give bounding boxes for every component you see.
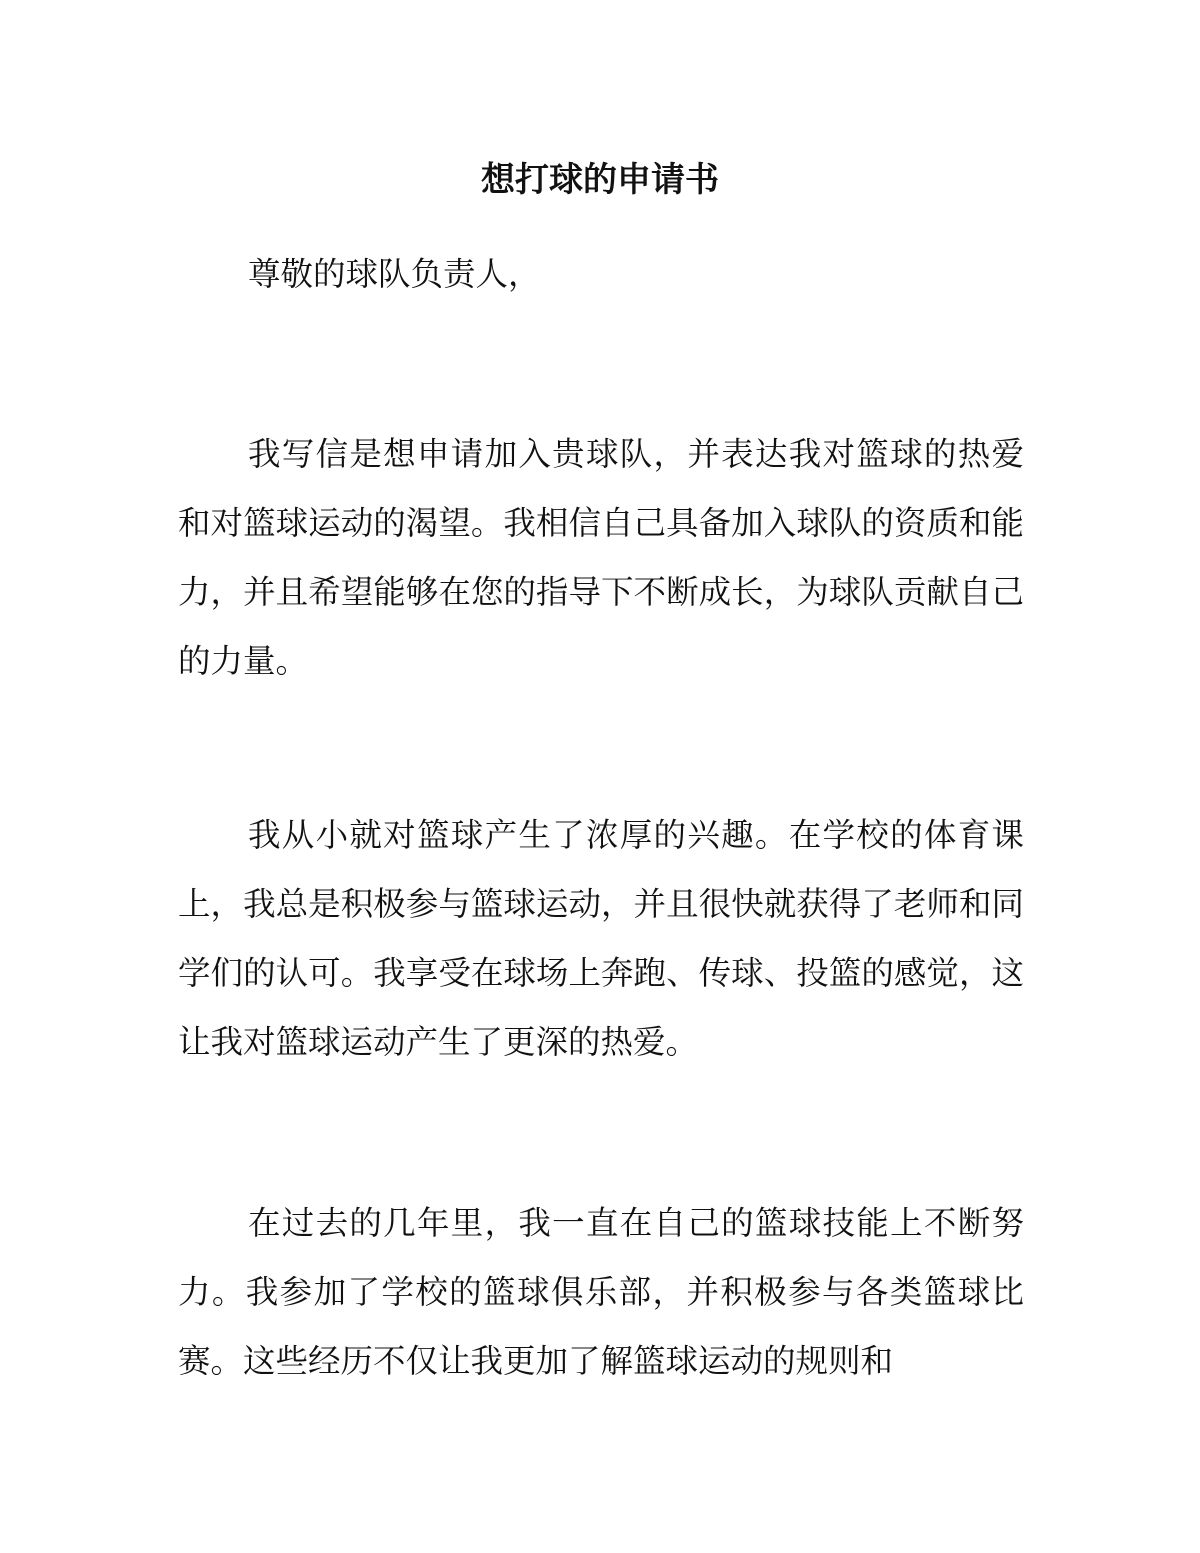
paragraph: 我从小就对篮球产生了浓厚的兴趣。在学校的体育课上，我总是积极参与篮球运动，并且很快就获得了老师和同学们的认可。我享受在球场上奔跑、传球、投篮的感觉，这让我对篮球运动产生了更深的热爱。 bbox=[178, 816, 1024, 1061]
document-title: 想打球的申请书 bbox=[481, 160, 719, 200]
greeting: 尊敬的球队负责人， bbox=[248, 255, 541, 293]
paragraph: 我写信是想申请加入贵球队，并表达我对篮球的热爱和对篮球运动的渴望。我相信自己具备加入球队的资质和能力，并且希望能够在您的指导下不断成长，为球队贡献自己的力量。 bbox=[178, 435, 1024, 680]
paragraph: 在过去的几年里，我一直在自己的篮球技能上不断努力。我参加了学校的篮球俱乐部，并积极参与各类篮球比赛。这些经历不仅让我更加了解篮球运动的规则和 bbox=[178, 1204, 1024, 1380]
